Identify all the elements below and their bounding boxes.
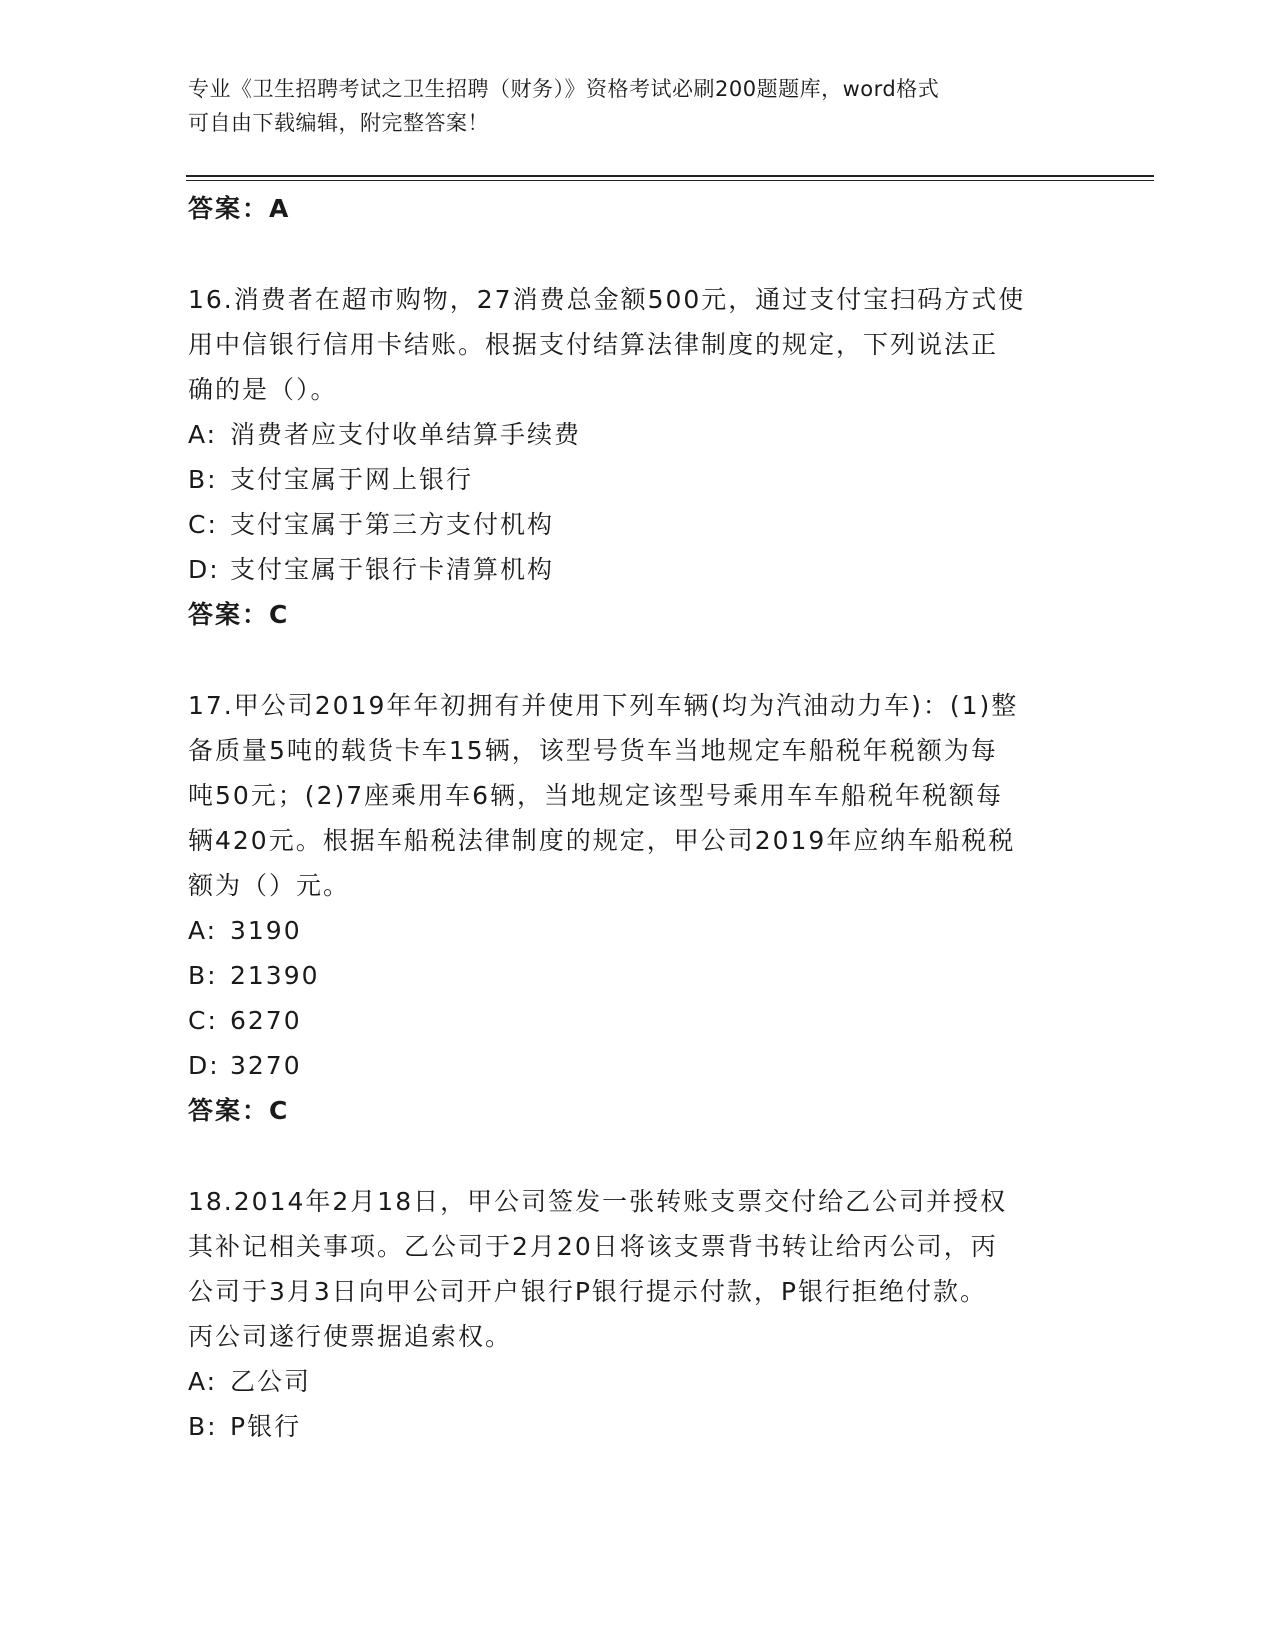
stem-line: 17.甲公司2019年年初拥有并使用下列车辆(均为汽油动力车)：(1)整 <box>188 691 1019 720</box>
option-c: C: 6270 <box>188 1006 302 1035</box>
stem-line: 备质量5吨的载货卡车15辆，该型号货车当地规定车船税年税额为每 <box>188 736 998 765</box>
question-block <box>188 683 1088 1133</box>
option-b: B: 21390 <box>188 961 320 990</box>
stem-line: 确的是（）。 <box>188 375 338 404</box>
question-stem <box>188 1179 1088 1359</box>
stem-line: 辆420元。根据车船税法律制度的规定，甲公司2019年应纳车船税税 <box>188 826 1016 855</box>
stem-line: 吨50元；(2)7座乘用车6辆，当地规定该型号乘用车车船税年税额每 <box>188 781 1004 810</box>
document-body <box>188 186 1088 1449</box>
option-b: B: 支付宝属于网上银行 <box>188 465 474 494</box>
stem-line: 其补记相关事项。乙公司于2月20日将该支票背书转让给丙公司，丙 <box>188 1232 998 1261</box>
option-a: A: 消费者应支付收单结算手续费 <box>188 420 582 449</box>
option-a: A: 乙公司 <box>188 1367 312 1396</box>
question-block <box>188 277 1088 637</box>
question-stem <box>188 683 1088 908</box>
header-line-2: 可自由下载编辑，附完整答案！ <box>188 111 489 135</box>
stem-line: 额为（）元。 <box>188 871 351 900</box>
option-a: A: 3190 <box>188 916 302 945</box>
answer-line: 答案：C <box>188 600 290 629</box>
stem-line: 用中信银行信用卡结账。根据支付结算法律制度的规定，下列说法正 <box>188 330 999 359</box>
option-c: C: 支付宝属于第三方支付机构 <box>188 510 555 539</box>
header-divider-thick <box>186 175 1154 177</box>
stem-line: 公司于3月3日向甲公司开户银行P银行提示付款，P银行拒绝付款。 <box>188 1277 987 1306</box>
question-block <box>188 1179 1088 1449</box>
stem-line: 丙公司遂行使票据追索权。 <box>188 1322 513 1351</box>
page-header <box>188 72 1068 140</box>
option-b: B: P银行 <box>188 1412 302 1441</box>
option-d: D: 3270 <box>188 1051 302 1080</box>
stem-line: 18.2014年2月18日，甲公司签发一张转账支票交付给乙公司并授权 <box>188 1187 1008 1216</box>
answer-line: 答案：A <box>188 194 291 223</box>
stem-line: 16.消费者在超市购物，27消费总金额500元，通过支付宝扫码方式使 <box>188 285 1026 314</box>
answer-line: 答案：C <box>188 1096 290 1125</box>
header-line-1: 专业《卫生招聘考试之卫生招聘（财务）》资格考试必刷200题题库，word格式 <box>188 77 940 101</box>
header-divider-thin <box>186 180 1154 181</box>
option-d: D: 支付宝属于银行卡清算机构 <box>188 555 555 584</box>
question-stem <box>188 277 1088 412</box>
